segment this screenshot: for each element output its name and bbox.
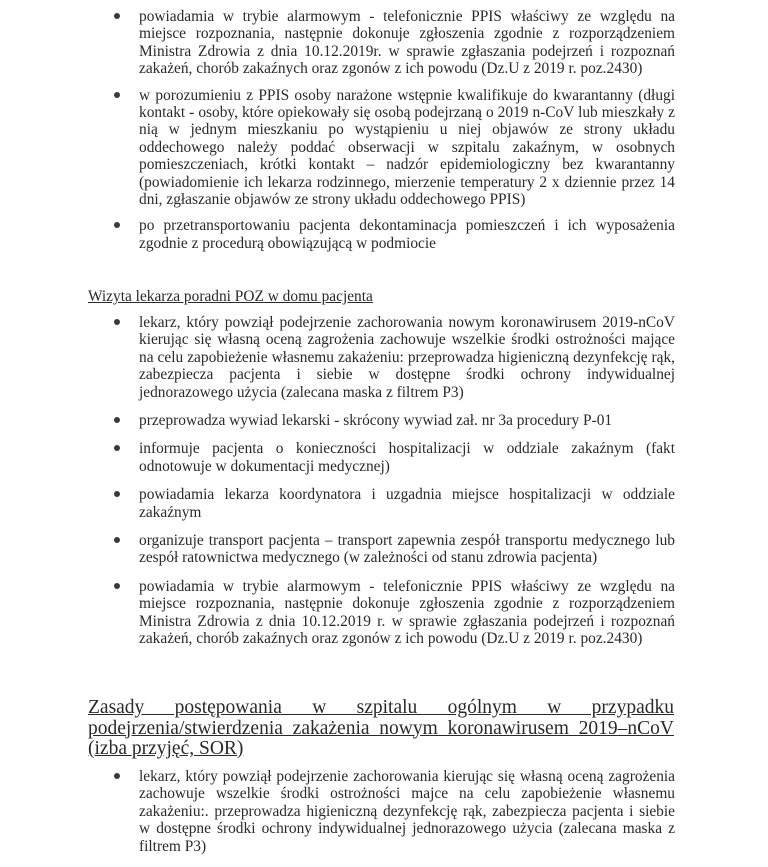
list-item-text: w porozumieniu z PPIS osoby narażone wstępnie kwalifikuje do kwarantanny (długi kontakt - osoby, które opiekowały się osobą podejrzaną o 2019 n-CoV lub mieszkały z nią w jednym mieszkaniu po wystąpieniu u niej objawów ze strony układu oddechowego należy poddać obserwacji w szpitalu zakaźnym, w osobnych pomieszczeniach, krótki kontakt – nadzór epidemiologiczny bez kwarantanny (powiadomienie ich lekarza rodzinnego, mierzenie temperatury 2 x dziennie przez 14 dni, zgłaszanie objawów ze strony układu oddechowego PPIS) <box>139 86 675 209</box>
list-item-text: powiadamia w trybie alarmowym - telefonicznie PPIS właściwy ze względu na miejsce rozpoznania, następnie dokonuje zgłoszenia zgodnie z rozporządzeniem Ministra Zdrowia z dnia 10.12.2019 r. w sprawie zgłaszania podejrzeń i rozpoznań zakażeń, chorób zakaźnych oraz zgonów z ich powodu (Dz.U z 2019 r. poz.2430) <box>139 577 675 648</box>
bullet-list-hospital <box>113 768 675 855</box>
list-item <box>113 314 675 401</box>
section-heading-home-visit: Wizyta lekarza poradni POZ w domu pacjenta <box>88 288 373 305</box>
bullet-icon <box>114 319 120 325</box>
list-item <box>113 768 675 855</box>
section-heading-hospital: Zasady postępowania w szpitalu ogólnym w przypadku podejrzenia/stwierdzenia zakażenia nowym koronawirusem 2019–nCoV (izba przyjęć, SOR) <box>88 697 674 759</box>
list-item <box>113 87 675 209</box>
list-item-text: powiadamia w trybie alarmowym - telefonicznie PPIS właściwy ze względu na miejsce rozpoznania, następnie dokonuje zgłoszenia zgodnie z rozporządzeniem Ministra Zdrowia z dnia 10.12.2019r. w sprawie zgłaszania podejrzeń i rozpoznań zakażeń, chorób zakaźnych oraz zgonów z ich powodu (Dz.U z 2019 r. poz.2430) <box>139 8 675 78</box>
bullet-icon <box>114 222 120 228</box>
bullet-list-reporting <box>113 8 675 252</box>
list-item <box>113 217 675 252</box>
list-item <box>113 412 675 429</box>
bullet-icon <box>114 13 120 19</box>
list-item-text: lekarz, który powziął podejrzenie zachorowania kierując się własną oceną zagrożenia zachowuje wszelkie środki ostrożności majce na celu zapobieżenie własnemu zakażeniu:. przeprowadza higieniczną dezynfekcję rąk, zabezpiecza pacjenta i siebie w dostępne środki ochrony indywidualnej jednorazowego użycia (zalecana maska z filtrem P3) <box>139 768 675 855</box>
bullet-icon <box>114 537 120 543</box>
bullet-icon <box>114 583 120 589</box>
list-item-text: przeprowadza wywiad lekarski - skrócony wywiad zał. nr 3a procedury P-01 <box>139 412 613 430</box>
bullet-icon <box>114 773 120 779</box>
list-item <box>113 578 675 648</box>
list-item-text: informuje pacjenta o konieczności hospitalizacji w oddziale zakaźnym (fakt odnotowuje w dokumentacji medycznej) <box>139 440 675 475</box>
bullet-icon <box>114 92 120 98</box>
list-item-text: po przetransportowaniu pacjenta dekontaminacja pomieszczeń i ich wyposażenia zgodnie z procedurą obowiązującą w podmiocie <box>139 217 675 252</box>
list-item-text: lekarz, który powziął podejrzenie zachorowania nowym koronawirusem 2019-nCoV kierując się własną oceną zagrożenia zachowuje wszelkie środki ostrożności mające na celu zapobieżenie własnemu zakażeniu: przeprowadza higieniczną dezynfekcję rąk, zabezpiecza pacjenta i siebie w dostępne środki ochrony indywidualnej jednorazowego użycia (zalecana maska z filtrem P3) <box>139 314 675 401</box>
bullet-list-home-visit <box>113 314 675 659</box>
list-item <box>113 8 675 78</box>
list-item-text: organizuje transport pacjenta – transport zapewnia zespół transportu medycznego lub zespół ratownictwa medycznego (w zależności od stanu zdrowia pacjenta) <box>139 532 675 567</box>
bullet-icon <box>114 417 120 423</box>
list-item-text: powiadamia lekarza koordynatora i uzgadnia miejsce hospitalizacji w oddziale zakaźnym <box>139 486 675 521</box>
list-item <box>113 440 675 475</box>
bullet-icon <box>114 491 120 497</box>
list-item <box>113 486 675 521</box>
bullet-icon <box>114 445 120 451</box>
list-item <box>113 532 675 567</box>
